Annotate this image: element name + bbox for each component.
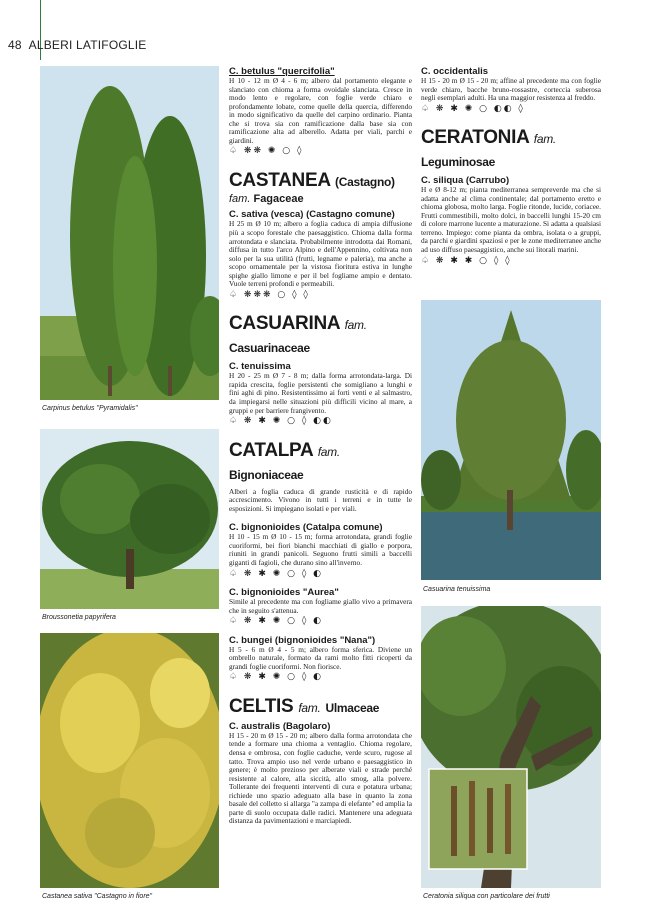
- entry-celtis-australis: [229, 721, 412, 826]
- entry-catalpa-bungei: [229, 635, 412, 682]
- caption-broussonetia: Broussonetia papyrifera: [42, 614, 116, 621]
- entry-text: H e Ø 8-12 m; pianta mediterranea sempreverde ma che si adatta anche al clima continentale; dal portamento eretto e chioma globosa, molto larga. Foglie ritonde, lucide, coriacee. Frutti commestibili, molto dolci, in baccelli lunghi 15-20 cm di colore marrone lucente a maturazione. Si adatta a qualsiasi terreno. Impiego: come pianta da ombra, isolata o a gruppi, da parchi e giardini spaziosi e per le zone mediterranee anche ad uso diffuso paesaggistico, anche sui litorali marini.: [421, 185, 601, 255]
- caption-casuarina: Casuarina tenuissima: [423, 586, 491, 593]
- fam-name: Leguminosae: [421, 155, 496, 170]
- entry-name: C. bignonioides (Catalpa comune): [229, 522, 383, 534]
- family-name: CERATONIA: [421, 127, 529, 149]
- entry-catalpa-aurea: [229, 587, 412, 626]
- family-line-castanea: [229, 192, 412, 205]
- entry-name: C. sativa (vesca) (Castagno comune): [229, 209, 395, 221]
- entry-text: H 15 - 20 m Ø 15 - 20 m; albero dalla forma arrotondata che tende a formare una chioma a ventaglio. Chioma regolare, densa e ombrosa, con foglie caduche, verde scuro, rugose al tatto. Trova ampio uso nel verde urbano e paesaggistico in genere; è molto prezioso per alberate viali e strade perché resistente al calore, alla siccità, allo smog, alla polvere. Tollerante dei frequenti interventi di cura e potatura urbana; richiede uno spazio adeguato alla base in quanto la zona basale del colletto si allarga "a zampa di elefante" ed amplia la parte di suolo occupata dalle radici. Mantenere una adeguata distanza da pavimentazioni e marciapiedi.: [229, 730, 412, 826]
- text-column-1: [229, 66, 412, 835]
- entry-text: H 10 - 12 m Ø 4 - 6 m; albero dal portamento elegante e slanciato con chioma a forma ovoidale slanciata. Cresce in modo lento e regolare, con foglie verde chiaro e profondamente lobate, come quelle della quercia, differendo in modo significativo da quelle del carpino ordinario. Pianta che si trova sia con ramificazione dalla base sia con ramificazione alta ad alberello. Adatta per viali, parchi e giardini.: [229, 76, 412, 145]
- fam-name: Ulmaceae: [325, 700, 380, 715]
- family-name: CELTIS: [229, 695, 294, 717]
- family-heading-ceratonia: [421, 127, 601, 173]
- entry-betulus-quercifolia: [229, 66, 412, 156]
- entry-text: H 5 - 6 m Ø 4 - 5 m; albero forma sferica. Diviene un ombrello naturale, formato da rami molto fitti ricoperti da grandi foglie cuoriformi. Non fiorisce.: [229, 644, 412, 671]
- family-heading-casuarina: [229, 313, 412, 359]
- fam-name: Casuarinaceae: [229, 341, 310, 356]
- symbol-icons: ♤ ❋❋ ✺ ○ ◊: [229, 146, 304, 157]
- symbol-icons: ♤ ❋ ✱ ✱ ○ ◊ ◊: [421, 255, 512, 266]
- entry-text: Alberi a foglia caduca di grande rusticità e di rapido accrescimento. Vivono in tutti i terreni e in tutte le esposizioni. Si impiegano isolati e per viali.: [229, 486, 412, 513]
- symbol-icons: ♤ ❋ ✱ ✺ ○ ◊ ◐: [229, 672, 324, 683]
- entry-casuarina-tenuissima: [229, 361, 412, 425]
- photo-castanea: [40, 633, 219, 888]
- family-name: CATALPA: [229, 439, 313, 461]
- family-heading-catalpa: [229, 440, 412, 486]
- fam-name: Bignoniaceae: [229, 467, 304, 482]
- entry-name: C. occidentalis: [421, 66, 489, 77]
- caption-castanea: Castanea sativa "Castagno in fiore": [42, 893, 153, 900]
- entry-text: H 10 - 15 m Ø 10 - 15 m; forma arrotondata, grandi foglie cuoriformi, bei fiori bianchi macchiati di giallo e porpora, riuniti in grandi panicoli. Seguono frutti simili a baccelli giganti di fagioli, che durano sino all'inverno.: [229, 532, 412, 567]
- entry-celtis-occidentalis: [421, 66, 601, 113]
- page-number: 48: [8, 38, 22, 52]
- family-common-name: (Castagno): [335, 174, 395, 189]
- entry-name: C. australis (Bagolaro): [229, 720, 331, 732]
- section-title: ALBERI LATIFOGLIE: [28, 38, 147, 52]
- fam-name: Fagaceae: [253, 192, 304, 205]
- photo-ceratonia: [421, 606, 601, 888]
- family-name: CASUARINA: [229, 313, 340, 335]
- entry-catalpa-bignonioides: [229, 522, 412, 578]
- symbol-icons: ♤ ❋ ✱ ✺ ○ ◊ ◐: [229, 568, 324, 579]
- symbol-icons: ♤ ❋ ✱ ✺ ○ ◐◐ ◊: [421, 103, 525, 114]
- photo-broussonetia: [40, 429, 219, 609]
- family-name: CASTANEA: [229, 169, 331, 191]
- entry-name: C. betulus "quercifolia": [229, 66, 335, 77]
- entry-text: H 15 - 20 m Ø 15 - 20 m; affine al precedente ma con foglie verde chiaro, bacche bruno-rossastre, corteccia suberosa negli esemplari adulti. Ha una maggior resistenza al freddo.: [421, 76, 601, 103]
- symbol-icons: ♤ ❋❋❋ ○ ◊ ◊: [229, 289, 310, 300]
- entry-name: C. bungei (bignonioides "Nana"): [229, 634, 376, 646]
- fam-word: fam.: [533, 132, 556, 147]
- family-heading-celtis: [229, 696, 412, 719]
- text-column-2: [421, 66, 601, 274]
- entry-castanea-sativa: [229, 209, 412, 299]
- fam-word: fam.: [229, 192, 251, 205]
- catalpa-intro: [229, 488, 412, 514]
- entry-text: H 25 m Ø 10 m; albero a foglia caduca di ampia diffusione più a scopo forestale che paesaggistico. Chioma dalla forma arrotondata e slanciata. Probabilmente introdotta dai Romani, diffusa in tutto l'arco Alpino e dell'Appennino, coltivata non solo per la sua utilità (frutti, legname e paleria), ma anche a scopo ornamentale per la vistosa fioritura estiva in lunghe spighe giallo limone e per il bel fogliame ampio e dentato. Vuole terreni profondi e permeabili.: [229, 219, 412, 289]
- entry-text: Simile al precedente ma con fogliame giallo vivo a primavera che in seguito s'attenua.: [229, 597, 412, 615]
- photo-casuarina: [421, 300, 601, 580]
- fam-word: fam.: [298, 700, 321, 715]
- symbol-icons: ♤ ❋ ✱ ✺ ○ ◊ ◐◐: [229, 416, 333, 427]
- fam-word: fam.: [344, 318, 367, 333]
- entry-name: C. siliqua (Carrubo): [421, 175, 510, 187]
- entry-name: C. bignonioides "Aurea": [229, 587, 339, 599]
- page-header: [8, 38, 147, 52]
- entry-name: C. tenuissima: [229, 361, 291, 373]
- caption-carpinus: Carpinus betulus "Pyramidalis": [42, 405, 138, 412]
- entry-text: H 20 - 25 m Ø 7 - 8 m; dalla forma arrotondata-larga. Di rapida crescita, foglie persistenti che somigliano a lunghi e fini aghi di pino. Resistentissimo ai forti venti e al salmastro, da impiegarsi nelle situazioni più difficili vicino al mare, a gruppi e per barriere frangivento.: [229, 371, 412, 415]
- caption-ceratonia: Ceratonia siliqua con particolare dei frutti: [423, 893, 550, 900]
- photo-carpinus: [40, 66, 219, 400]
- symbol-icons: ♤ ❋ ✱ ✺ ○ ◊ ◐: [229, 616, 324, 627]
- family-heading-castanea: [229, 170, 412, 193]
- fam-word: fam.: [317, 444, 340, 459]
- entry-ceratonia-siliqua: [421, 175, 601, 265]
